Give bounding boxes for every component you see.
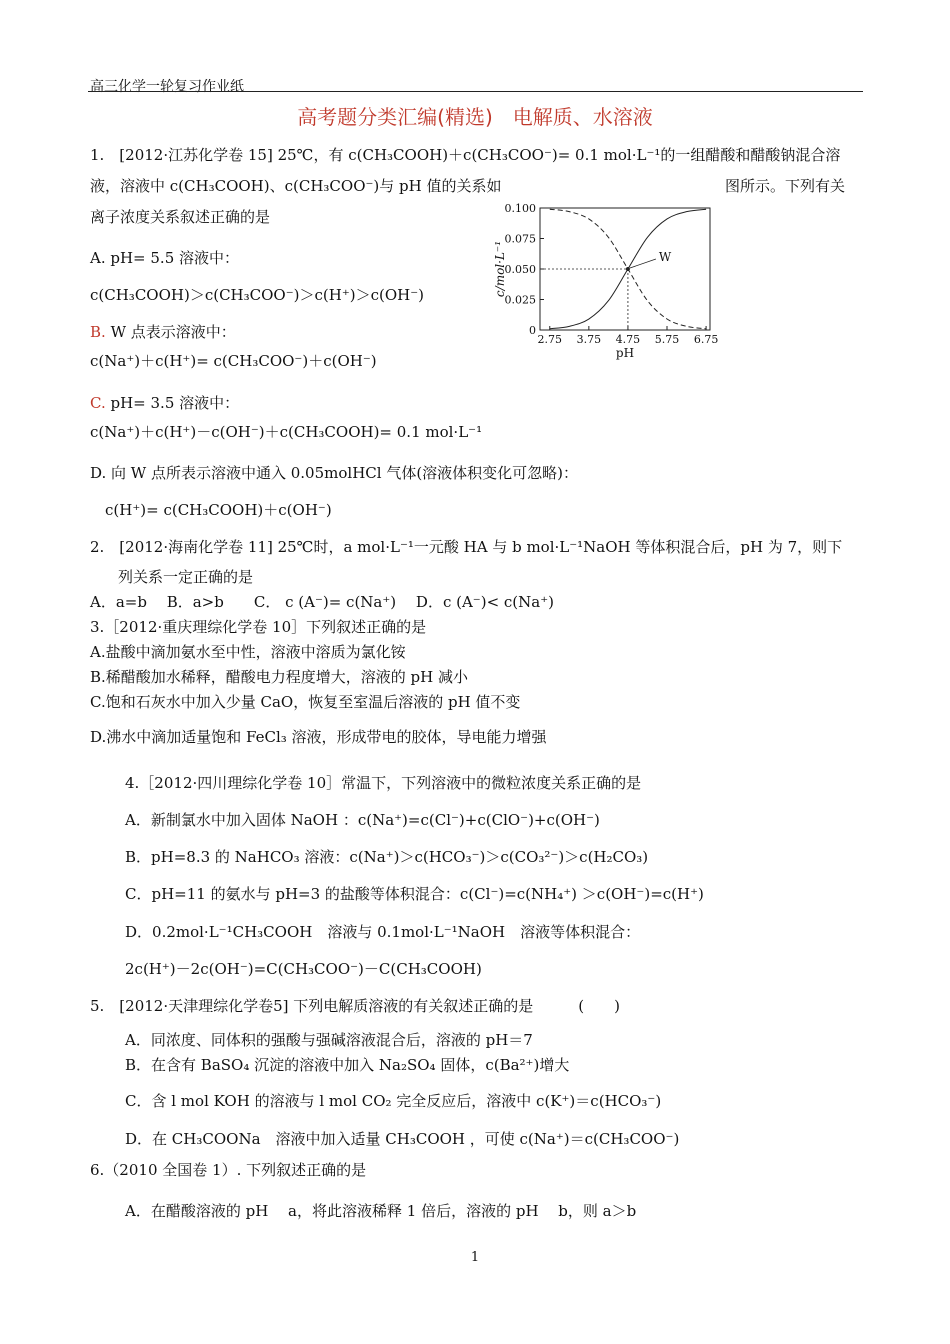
q4-option-c: C．pH=11 的氨水与 pH=3 的盐酸等体积混合：c(Cl⁻)=c(NH₄⁺) ＞c(OH⁻)=c(H⁺) bbox=[125, 885, 704, 903]
x-tick-label: 2.75 bbox=[537, 333, 563, 346]
w-point bbox=[626, 267, 630, 271]
y-tick-label: 0 bbox=[529, 324, 536, 337]
q1-line3: 离子浓度关系叙述正确的是 bbox=[90, 208, 271, 226]
q5-option-a: A．同浓度、同体积的强酸与强碱溶液混合后，溶液的 pH＝7 bbox=[125, 1031, 533, 1049]
q3-option-a: A.盐酸中滴加氨水至中性，溶液中溶质为氯化铵 bbox=[90, 643, 406, 661]
y-tick-label: 0.025 bbox=[504, 293, 536, 307]
q3-option-b: B.稀醋酸加水稀释，醋酸电力程度增大，溶液的 pH 减小 bbox=[90, 668, 469, 686]
q1-option-d: D. 向 W 点所表示溶液中通入 0.05molHCl 气体(溶液体积变化可忽略)： bbox=[90, 464, 579, 482]
q4-option-d-expr: 2c(H⁺)－2c(OH⁻)=C(CH₃COO⁻)－C(CH₃COOH) bbox=[125, 960, 482, 978]
page-number: 1 bbox=[470, 1250, 480, 1265]
q5-option-c: C．含 l mol KOH 的溶液与 l mol CO₂ 完全反应后，溶液中 c(K⁺)＝c(HCO₃⁻) bbox=[125, 1092, 662, 1110]
page-header: 高三化学一轮复习作业纸 bbox=[90, 79, 244, 95]
header-rule bbox=[88, 91, 863, 92]
q5-option-d: D．在 CH₃COONa 溶液中加入适量 CH₃COOH ，可使 c(Na⁺)＝c(CH₃COO⁻) bbox=[125, 1130, 680, 1148]
q1-option-b-expr: c(Na⁺)＋c(H⁺)= c(CH₃COO⁻)＋c(OH⁻) bbox=[90, 352, 377, 370]
y-tick-label: 0.075 bbox=[504, 232, 536, 246]
q1-option-c-expr: c(Na⁺)＋c(H⁺)－c(OH⁻)＋c(CH₃COOH)= 0.1 mol·L⁻¹ bbox=[90, 423, 483, 441]
q4-option-b: B．pH=8.3 的 NaHCO₃ 溶液：c(Na⁺)＞c(HCO₃⁻)＞c(CO₃²⁻)＞c(H₂CO₃) bbox=[125, 848, 649, 866]
y-tick-label: 0.100 bbox=[504, 202, 536, 215]
y-axis-label: c/mol·L⁻¹ bbox=[493, 240, 507, 298]
y-tick-label: 0.050 bbox=[504, 263, 536, 276]
x-tick-label: 6.75 bbox=[693, 333, 718, 346]
x-tick-label: 4.75 bbox=[615, 333, 641, 346]
q1-option-a: A. pH= 5.5 溶液中： bbox=[90, 249, 240, 267]
q1-option-c-text: pH= 3.5 溶液中： bbox=[105, 394, 240, 412]
q1-option-b-letter: B. bbox=[90, 323, 106, 341]
q1-option-c bbox=[90, 393, 239, 413]
q3-line1: 3.［2012·重庆理综化学卷 10］下列叙述正确的是 bbox=[90, 618, 427, 636]
q5-line1: 5. [2012·天津理综化学卷5] 下列电解质溶液的有关叙述正确的是 ( ) bbox=[90, 997, 620, 1015]
document-title: 高考题分类汇编(精选) 电解质、水溶液 bbox=[297, 105, 653, 129]
x-tick-label: 5.75 bbox=[654, 333, 680, 346]
q1-option-d-expr: c(H⁺)= c(CH₃COOH)＋c(OH⁻) bbox=[105, 501, 332, 519]
q1-option-c-letter: C. bbox=[90, 394, 106, 412]
q6-line1: 6.（2010 全国卷 1）. 下列叙述正确的是 bbox=[90, 1161, 367, 1179]
q1-line1: 1. [2012·江苏化学卷 15] 25℃，有 c(CH₃COOH)＋c(CH₃COO⁻)= 0.1 mol·L⁻¹的一组醋酸和醋酸钠混合溶 bbox=[90, 146, 841, 164]
q4-option-d: D．0.2mol·L⁻¹CH₃COOH 溶液与 0.1mol·L⁻¹NaOH 溶液等体积混合： bbox=[125, 923, 641, 941]
q2-line1: 2. [2012·海南化学卷 11] 25℃时，a mol·L⁻¹一元酸 HA 与 b mol·L⁻¹NaOH 等体积混合后，pH 为 7，则下 bbox=[90, 538, 843, 556]
x-tick-label: 3.75 bbox=[576, 333, 602, 346]
w-point-label: W bbox=[658, 250, 672, 264]
q1-line2b: 图所示。下列有关 bbox=[725, 177, 846, 195]
q1-option-b bbox=[90, 322, 236, 342]
concentration-ph-chart bbox=[478, 193, 718, 363]
q6-option-a: A．在醋酸溶液的 pH a，将此溶液稀释 1 倍后，溶液的 pH b，则 a＞b bbox=[125, 1202, 637, 1220]
x-axis-label: pH bbox=[615, 346, 635, 360]
q5-option-b: B．在含有 BaSO₄ 沉淀的溶液中加入 Na₂SO₄ 固体，c(Ba²⁺)增大 bbox=[125, 1056, 570, 1074]
q1-option-b-text: W 点表示溶液中： bbox=[105, 323, 236, 341]
q4-option-a: A．新制氯水中加入固体 NaOH ：c(Na⁺)=c(Cl⁻)+c(ClO⁻)+c(OH⁻) bbox=[125, 811, 600, 829]
q1-line2: 液，溶液中 c(CH₃COOH)、c(CH₃COO⁻)与 pH 值的关系如 bbox=[90, 177, 502, 195]
q2-options: A．a=b B．a>b C． c (A⁻)= c(Na⁺) D．c (A⁻)< c(Na⁺) bbox=[90, 593, 554, 611]
q1-option-a-expr: c(CH₃COOH)＞c(CH₃COO⁻)＞c(H⁺)＞c(OH⁻) bbox=[90, 286, 424, 304]
w-leader-line bbox=[630, 259, 656, 268]
q3-option-c: C.饱和石灰水中加入少量 CaO，恢复至室温后溶液的 pH 值不变 bbox=[90, 693, 521, 711]
q4-line1: 4.［2012·四川理综化学卷 10］常温下，下列溶液中的微粒浓度关系正确的是 bbox=[125, 774, 642, 792]
q3-option-d: D.沸水中滴加适量饱和 FeCl₃ 溶液，形成带电的胶体，导电能力增强 bbox=[90, 728, 547, 746]
q2-line2: 列关系一定正确的是 bbox=[118, 568, 254, 586]
